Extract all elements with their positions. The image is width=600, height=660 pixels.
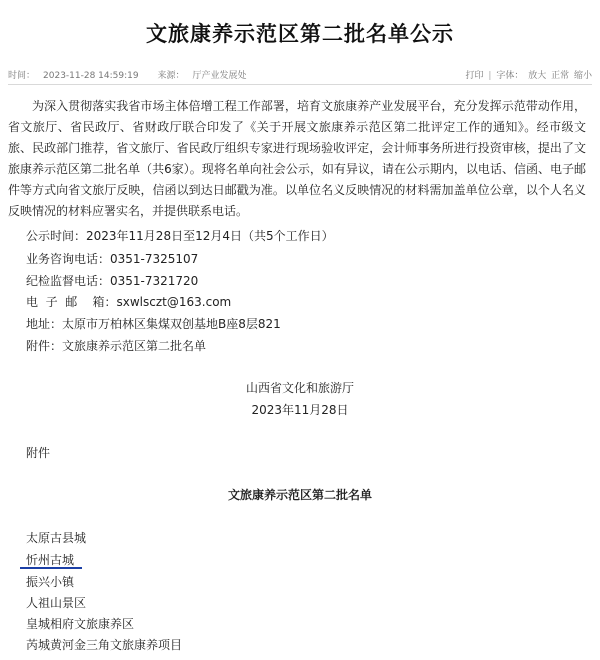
attachment-note: 附件：文旅康养示范区第二批名单 (26, 339, 207, 353)
font-label: 字体： (496, 71, 524, 81)
body-paragraph: 为深入贯彻落实我省市场主体倍增工程工作部署，培育文旅康养产业发展平台，充分发挥示范带动作用，省文旅厅、省民政厅、省财政厅联合印发了《关于开展文旅康养示范区第二批评定工作的通知》。经市级文旅、民政部门推荐，省文旅厅、省民政厅组织专家进行现场验收评定，会计师事务所进行投资审核，提出了文旅康养示范区第二批名单（共6家）。现将名单向社会公示，如有异议，请在公示期内，以电话、信函、电子邮件等方式向省文旅厅反映，信函以到达日邮戳为准。以单位名义反映情况的材料需加盖单位公章，以个人名义反映情况的材料应署实名，并提供联系电话。 (8, 99, 586, 218)
list-item: 人祖山景区 (26, 596, 87, 610)
meta-divider (8, 84, 592, 85)
consult-phone: 业务咨询电话：0351-7325107 (26, 252, 199, 266)
article-meta-bar (8, 66, 592, 82)
meta-right (464, 68, 593, 81)
font-large-link[interactable]: 放大 (528, 71, 547, 81)
list-item: 太原古县城 (26, 531, 87, 545)
time-label: 时间： (8, 71, 36, 81)
meta-left (8, 68, 263, 81)
meta-separator: | (488, 71, 492, 81)
time-value: 2023-11-28 14:59:19 (43, 71, 139, 81)
annex-label: 附件 (26, 446, 51, 460)
article-title: 文旅康养示范区第二批名单公示 (146, 22, 454, 46)
list-item: 忻州古城 (26, 553, 75, 567)
annex-list-title: 文旅康养示范区第二批名单 (227, 488, 372, 502)
print-link[interactable]: 打印 (465, 71, 484, 81)
source (157, 71, 254, 81)
contact-address: 地址：太原市万柏林区集煤双创基地B座8层821 (26, 317, 281, 331)
list-item: 振兴小镇 (26, 575, 75, 589)
publish-time (8, 71, 147, 81)
signature-org: 山西省文化和旅游厅 (245, 381, 354, 395)
notice-period: 公示时间：2023年11月28日至12月4日（共5个工作日） (26, 229, 334, 243)
source-label: 来源： (157, 71, 185, 81)
list-item: 芮城黄河金三角文旅康养项目 (26, 638, 183, 652)
font-normal-link[interactable]: 正常 (551, 71, 570, 81)
list-item: 皇城相府文旅康养区 (26, 617, 135, 631)
supervision-phone: 纪检监督电话：0351-7321720 (26, 274, 199, 288)
contact-email: 电 子 邮 箱：sxwlsczt@163.com (26, 295, 232, 309)
signature-date: 2023年11月28日 (251, 403, 349, 417)
font-small-link[interactable]: 缩小 (573, 71, 592, 81)
source-value: 厅产业发展处 (192, 71, 247, 81)
highlight-underline (20, 567, 82, 569)
